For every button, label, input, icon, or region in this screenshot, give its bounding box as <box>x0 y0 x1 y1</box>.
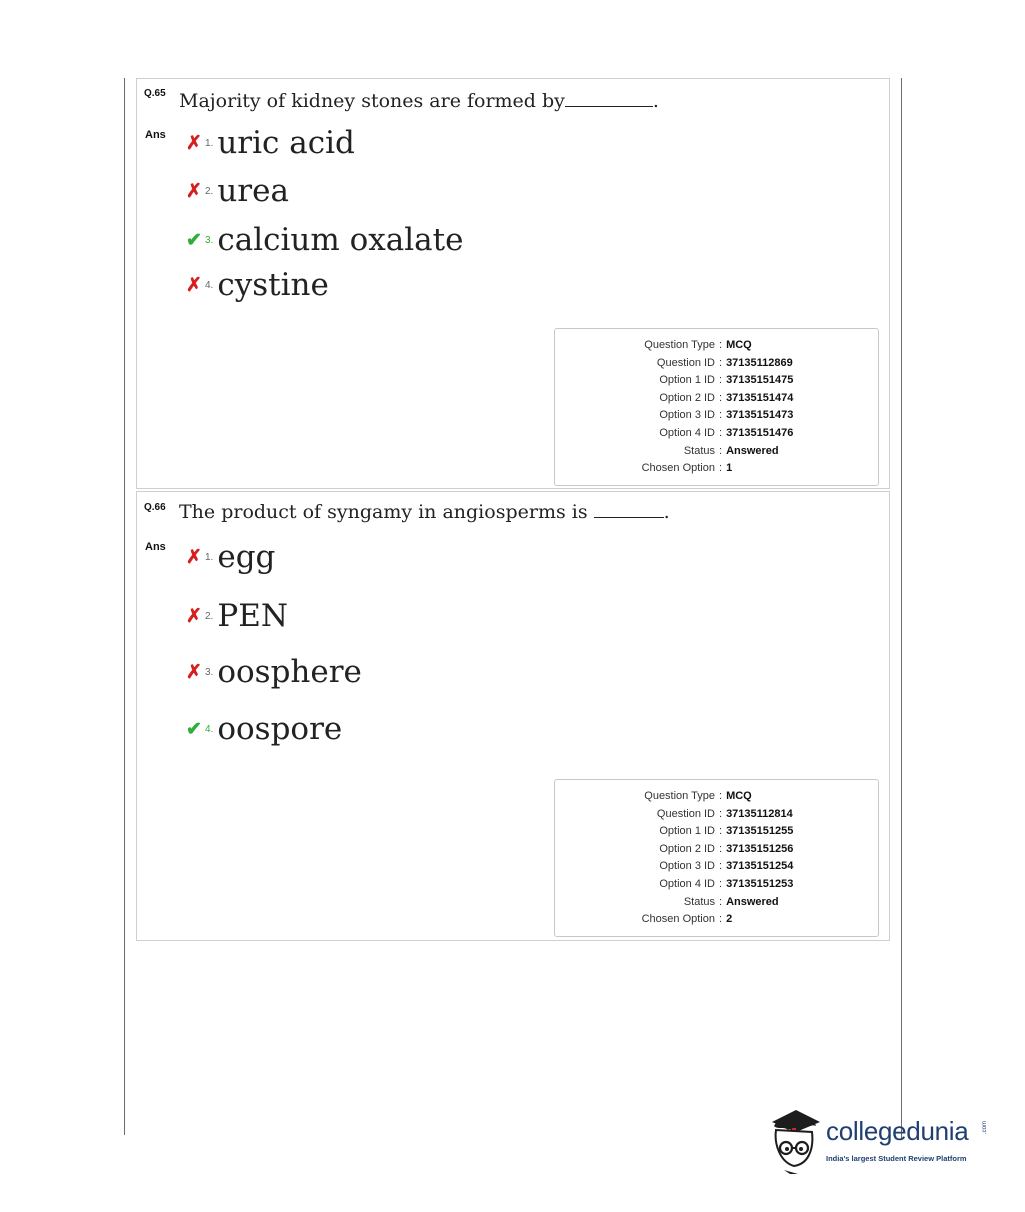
info-row: Question ID : 37135112814 <box>555 806 878 824</box>
info-label: Question ID <box>656 356 715 369</box>
info-row: Question ID : 37135112869 <box>555 355 878 373</box>
info-label: Option 1 ID <box>659 825 715 838</box>
info-row: Option 1 ID : 37135151475 <box>555 372 878 390</box>
info-value: Answered <box>726 444 779 457</box>
question-number: Q.66 <box>144 502 166 513</box>
cross-icon: ✗ <box>186 546 202 568</box>
question-card-65 <box>136 78 890 489</box>
question-text: The product of syngamy in angiosperms is . <box>179 501 670 523</box>
option-text: oosphere <box>217 654 362 690</box>
option-row <box>185 598 288 634</box>
info-label: Status <box>683 895 715 908</box>
question-info-panel <box>554 328 879 486</box>
info-label: Question ID <box>656 807 715 820</box>
info-value: 37135151473 <box>726 409 794 422</box>
info-label: Option 3 ID <box>659 860 715 873</box>
option-number: 2. <box>205 185 214 197</box>
option-number: 4. <box>205 279 214 291</box>
info-value: 37135151254 <box>726 860 794 873</box>
info-value: 37135151474 <box>726 391 794 404</box>
info-row: Option 3 ID : 37135151473 <box>555 407 878 425</box>
info-label: Status <box>683 444 715 457</box>
option-text: urea <box>217 173 289 209</box>
info-value: 37135151476 <box>726 426 794 439</box>
info-label: Option 2 ID <box>659 842 715 855</box>
info-row: Status : Answered <box>555 443 878 461</box>
info-row: Status : Answered <box>555 894 878 912</box>
question-number: Q.65 <box>144 88 166 99</box>
info-label: Option 3 ID <box>659 409 715 422</box>
option-number: 1. <box>205 551 214 563</box>
option-row <box>185 267 329 303</box>
page-left-border <box>124 78 125 1135</box>
info-row: Option 2 ID : 37135151474 <box>555 390 878 408</box>
checkmark-icon: ✔ <box>186 718 202 740</box>
info-row: Question Type : MCQ <box>555 788 878 806</box>
option-row <box>185 222 463 258</box>
question-text: Majority of kidney stones are formed by . <box>179 90 659 112</box>
option-row <box>185 125 355 161</box>
option-text: uric acid <box>217 125 355 161</box>
mascot-graduate-icon <box>768 1104 824 1174</box>
info-value: 37135151475 <box>726 374 794 387</box>
option-row <box>185 654 362 690</box>
option-row <box>185 711 342 747</box>
info-row: Option 2 ID : 37135151256 <box>555 841 878 859</box>
logo-tagline: India's largest Student Review Platform <box>826 1154 967 1163</box>
info-label: Chosen Option <box>641 462 715 475</box>
option-row <box>185 539 275 575</box>
info-label: Question Type <box>644 790 715 802</box>
info-row: Option 4 ID : 37135151476 <box>555 425 878 443</box>
logo-suffix: .com <box>982 1120 988 1134</box>
info-value: 1 <box>726 462 733 475</box>
option-number: 4. <box>205 723 214 735</box>
info-label: Chosen Option <box>641 913 715 926</box>
option-text: calcium oxalate <box>217 222 464 258</box>
question-info-panel <box>554 779 879 937</box>
cross-icon: ✗ <box>186 274 202 296</box>
info-label: Option 2 ID <box>659 391 715 404</box>
info-value: MCQ <box>726 790 752 802</box>
option-number: 1. <box>205 137 214 149</box>
cross-icon: ✗ <box>186 180 202 202</box>
answer-label: Ans <box>145 129 166 141</box>
option-text: egg <box>217 539 276 575</box>
question-card-66 <box>136 491 890 941</box>
info-row: Option 1 ID : 37135151255 <box>555 823 878 841</box>
option-text: cystine <box>217 267 329 303</box>
info-value: 37135151256 <box>726 842 794 855</box>
option-number: 2. <box>205 610 214 622</box>
option-text: oospore <box>217 711 343 747</box>
info-value: MCQ <box>726 339 752 351</box>
info-row: Option 3 ID : 37135151254 <box>555 858 878 876</box>
checkmark-icon: ✔ <box>186 229 202 251</box>
collegedunia-logo <box>768 1104 998 1174</box>
info-row: Chosen Option : 2 <box>555 911 878 929</box>
info-label: Question Type <box>644 339 715 351</box>
info-row: Chosen Option : 1 <box>555 460 878 478</box>
option-number: 3. <box>205 234 214 246</box>
info-label: Option 4 ID <box>659 426 715 439</box>
info-value: 2 <box>726 913 733 926</box>
page-right-border <box>901 78 902 1140</box>
answer-label: Ans <box>145 541 166 553</box>
info-value: Answered <box>726 895 779 908</box>
info-row: Question Type : MCQ <box>555 337 878 355</box>
cross-icon: ✗ <box>186 132 202 154</box>
cross-icon: ✗ <box>186 605 202 627</box>
info-value: 37135112814 <box>726 807 793 820</box>
info-label: Option 4 ID <box>659 877 715 890</box>
info-row: Option 4 ID : 37135151253 <box>555 876 878 894</box>
option-text: PEN <box>217 598 288 634</box>
answer-blank <box>594 503 664 518</box>
option-number: 3. <box>205 666 214 678</box>
info-label: Option 1 ID <box>659 374 715 387</box>
cross-icon: ✗ <box>186 661 202 683</box>
info-value: 37135112869 <box>726 356 793 369</box>
option-row <box>185 173 289 209</box>
answer-blank <box>565 92 653 107</box>
logo-wordmark: collegedunia <box>826 1116 969 1146</box>
info-value: 37135151255 <box>726 825 794 838</box>
info-value: 37135151253 <box>726 877 794 890</box>
